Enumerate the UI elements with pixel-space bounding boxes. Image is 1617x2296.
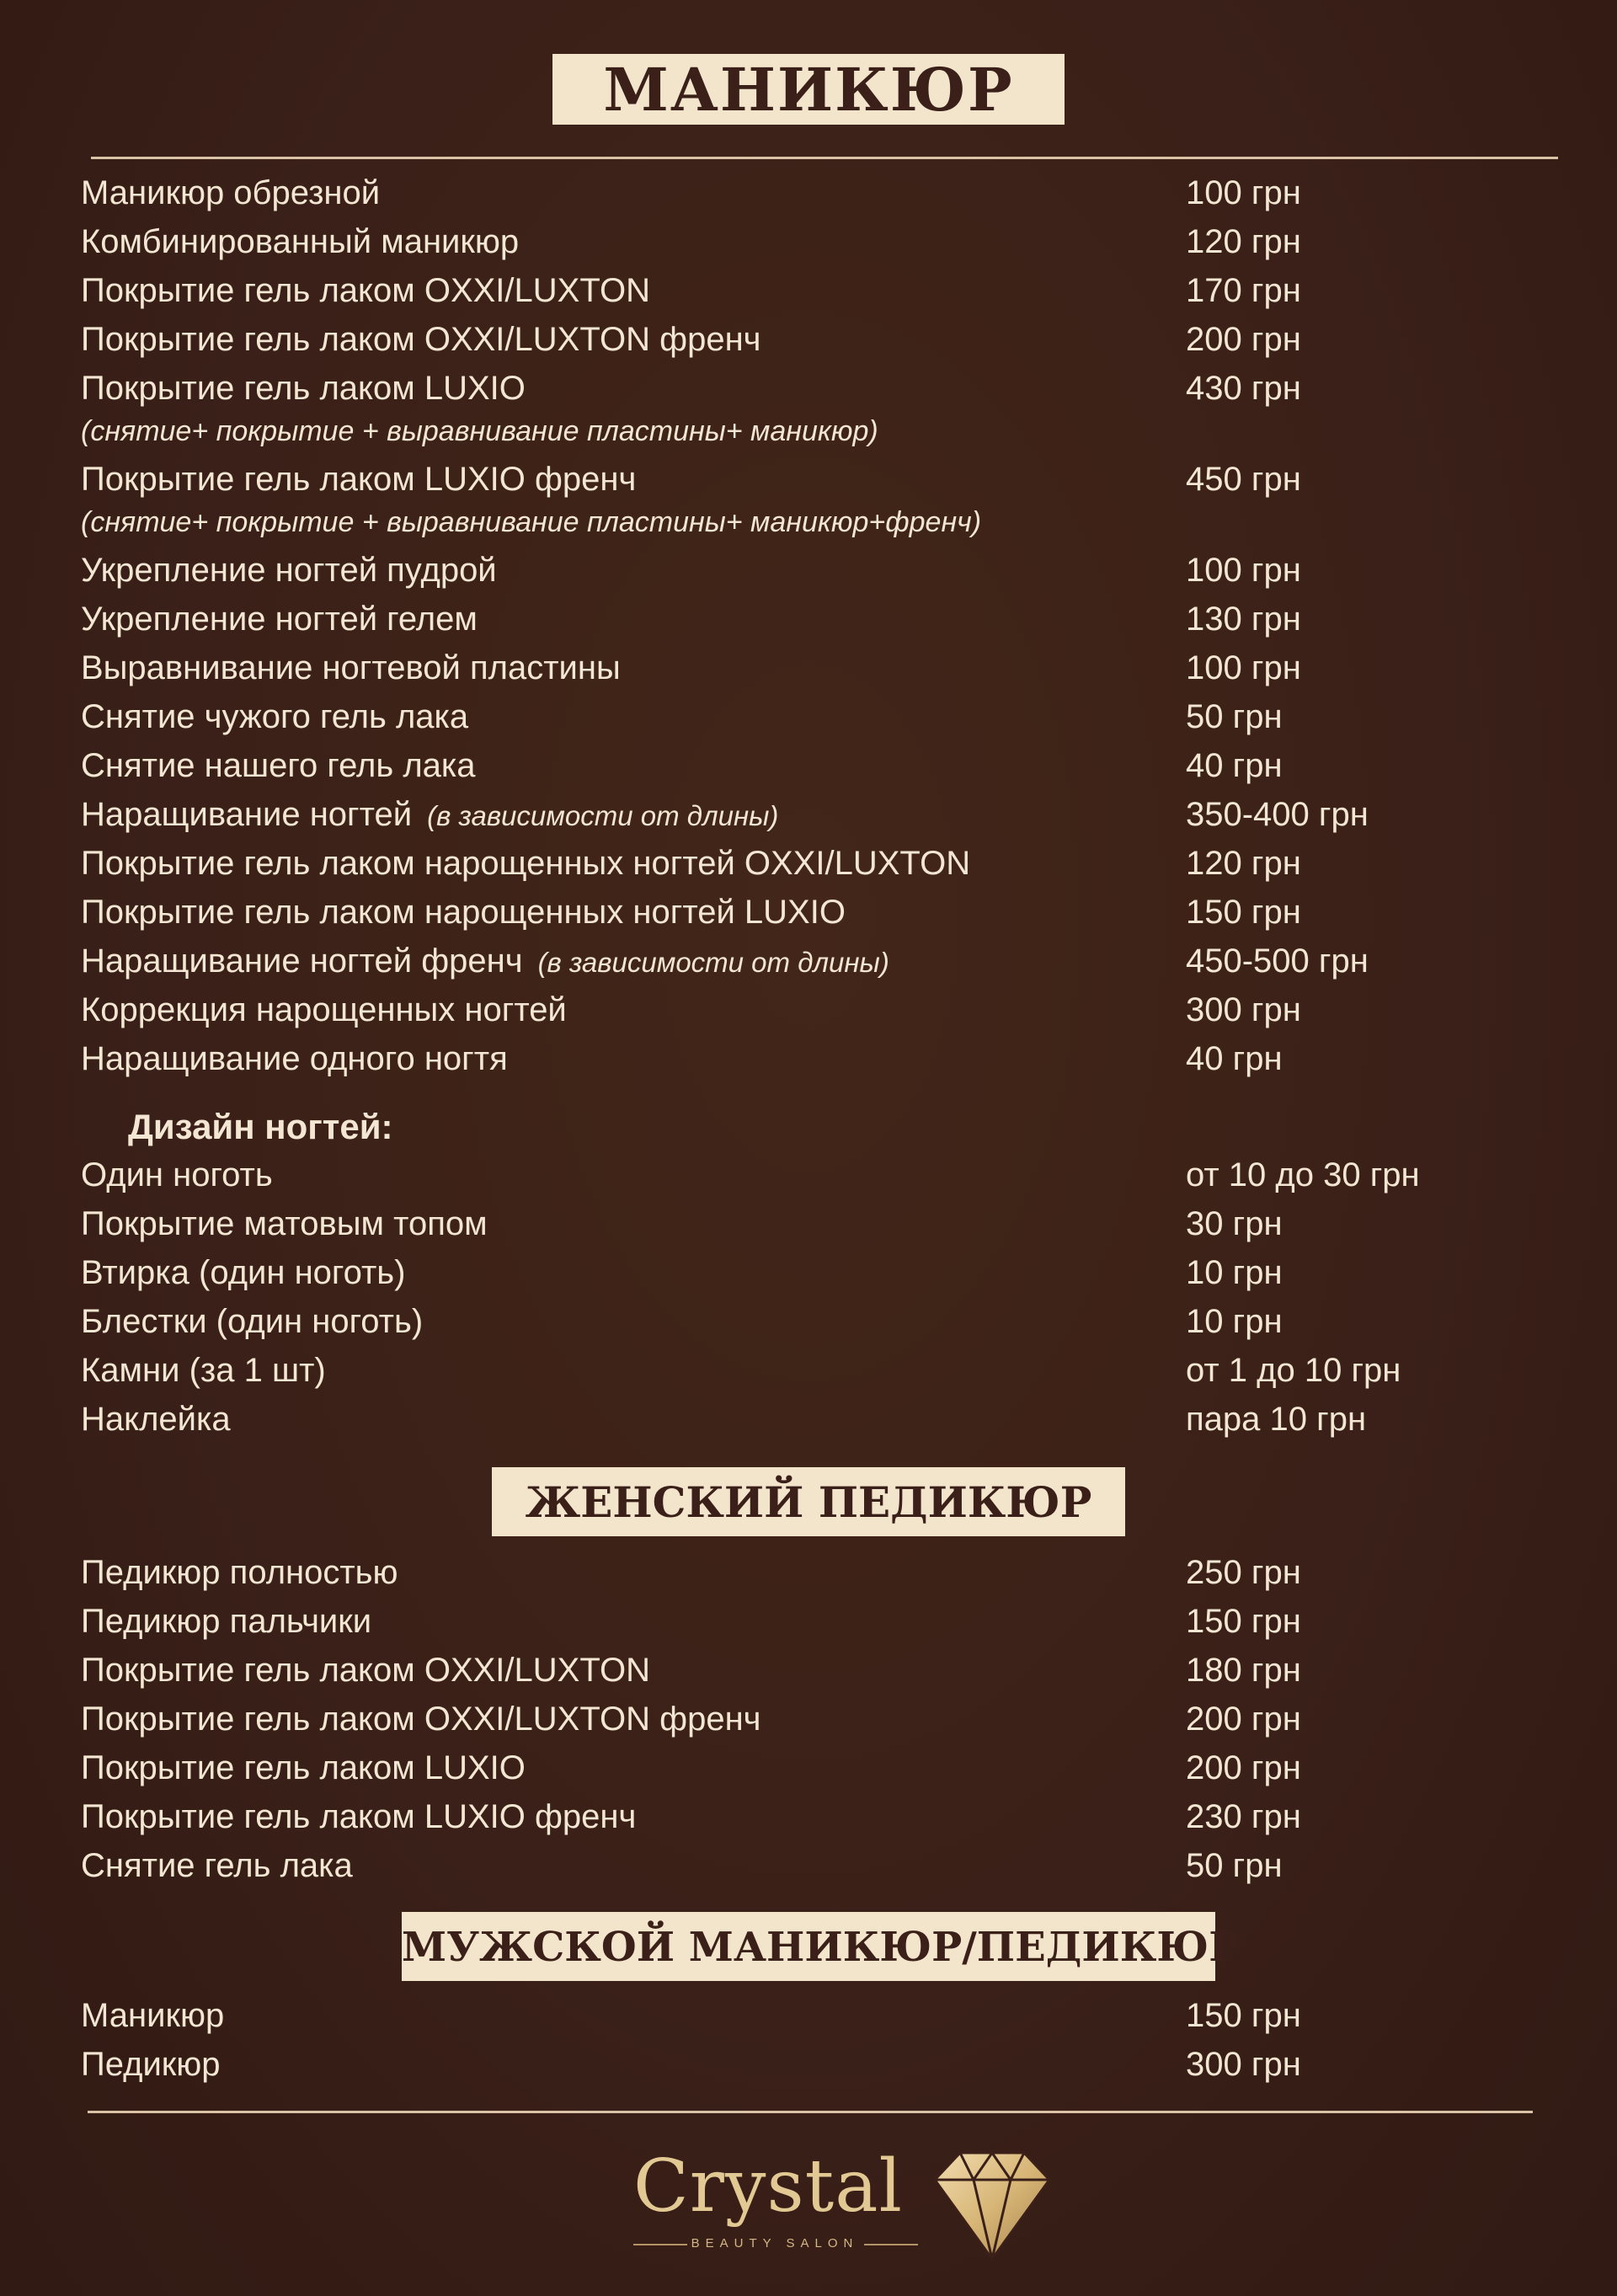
logo-wordmark: Crystal: [633, 2144, 903, 2229]
pedicure-price-list: [81, 1548, 1563, 1890]
price-row: [81, 1346, 1563, 1395]
service-price: 170 грн: [1186, 272, 1301, 309]
service-price: 10 грн: [1186, 1254, 1283, 1291]
service-name-text: Покрытие матовым топом: [81, 1205, 488, 1242]
service-price: 200 грн: [1186, 1701, 1301, 1738]
price-row: [81, 1792, 1563, 1841]
service-name-text: Покрытие гель лаком OXXI/LUXTON френч: [81, 321, 761, 358]
service-name: [81, 692, 468, 741]
service-name-text: Укрепление ногтей гелем: [81, 601, 478, 638]
service-price: 200 грн: [1186, 321, 1301, 358]
service-price: 130 грн: [1186, 601, 1301, 638]
service-price: 150 грн: [1186, 1603, 1301, 1640]
price-row: [81, 1841, 1563, 1890]
service-price: 450 грн: [1186, 461, 1301, 498]
price-row: [81, 1548, 1563, 1597]
service-price: 40 грн: [1186, 747, 1283, 784]
service-name: [81, 168, 380, 217]
service-name-text: Покрытие гель лаком LUXIO: [81, 370, 526, 407]
service-price: 120 грн: [1186, 845, 1301, 882]
price-row: [81, 315, 1563, 364]
price-row: [81, 1297, 1563, 1346]
service-name-text: Камни (за 1 шт): [81, 1352, 326, 1389]
service-name: [81, 1792, 636, 1841]
service-detail: (снятие+ покрытие + выравнивание пластины+ маникюр): [81, 415, 878, 447]
service-name: [81, 985, 567, 1034]
service-name-text: Комбинированный маникюр: [81, 223, 520, 260]
service-name: [81, 741, 476, 790]
service-name: [81, 315, 761, 364]
service-name: [81, 1548, 398, 1597]
diamond-icon: [930, 2146, 1054, 2264]
price-row: [81, 1199, 1563, 1248]
service-price: пара 10 грн: [1186, 1401, 1367, 1438]
service-price: 150 грн: [1186, 894, 1301, 931]
service-price: 100 грн: [1186, 552, 1301, 589]
service-name: [81, 1199, 488, 1248]
service-name: [81, 1151, 273, 1199]
service-name: [81, 2040, 221, 2089]
price-row: [81, 455, 1563, 504]
service-name-text: Покрытие гель лаком нарощенных ногтей LUXIO: [81, 894, 846, 931]
service-note: (в зависимости от длины): [537, 947, 889, 978]
service-name-text: Укрепление ногтей пудрой: [81, 552, 497, 589]
service-price: 120 грн: [1186, 223, 1301, 260]
service-name: [81, 888, 846, 937]
service-name-text: Покрытие гель лаком LUXIO: [81, 1749, 526, 1786]
price-row: [81, 888, 1563, 937]
price-row: [81, 1743, 1563, 1792]
service-price: 300 грн: [1186, 2046, 1301, 2083]
service-price: 230 грн: [1186, 1798, 1301, 1835]
design-heading: Дизайн ногтей:: [128, 1107, 393, 1146]
service-price: 180 грн: [1186, 1652, 1301, 1689]
price-row: [81, 1991, 1563, 2040]
service-price: 450-500 грн: [1186, 942, 1369, 980]
service-price: 10 грн: [1186, 1303, 1283, 1340]
service-detail: (снятие+ покрытие + выравнивание пластины+ маникюр+френч): [81, 506, 982, 538]
price-row: [81, 1646, 1563, 1695]
service-name: [81, 1695, 761, 1743]
service-name: [81, 1743, 526, 1792]
divider-top: [91, 157, 1558, 159]
price-row: [81, 217, 1563, 266]
section-title-manicure: МАНИКЮР: [552, 54, 1065, 125]
manicure-price-list: [81, 168, 1563, 1444]
service-name-text: Педикюр полностью: [81, 1554, 398, 1591]
service-name: [81, 1297, 423, 1346]
service-price: 50 грн: [1186, 1847, 1283, 1884]
price-row: [81, 692, 1563, 741]
service-name: [81, 790, 778, 841]
service-name: [81, 643, 621, 692]
service-name: [81, 1346, 326, 1395]
service-name-text: Покрытие гель лаком LUXIO френч: [81, 1798, 637, 1835]
service-name-text: Покрытие гель лаком LUXIO френч: [81, 461, 637, 498]
service-name: [81, 1395, 231, 1444]
price-row: [81, 1395, 1563, 1444]
service-name: [81, 1841, 353, 1890]
tagline-rule-left: [633, 2244, 687, 2245]
service-name-text: Педикюр пальчики: [81, 1603, 372, 1640]
service-price: от 10 до 30 грн: [1186, 1156, 1420, 1193]
service-name-text: Наклейка: [81, 1401, 231, 1438]
service-name-text: Блестки (один ноготь): [81, 1303, 424, 1340]
service-price: 100 грн: [1186, 174, 1301, 211]
service-price: 200 грн: [1186, 1749, 1301, 1786]
price-row: [81, 266, 1563, 315]
service-name-text: Педикюр: [81, 2046, 221, 2083]
section-title-men: МУЖСКОЙ МАНИКЮР/ПЕДИКЮР: [402, 1912, 1215, 1981]
service-name: [81, 1248, 405, 1297]
service-name-text: Покрытие гель лаком OXXI/LUXTON: [81, 1652, 651, 1689]
service-name-text: Наращивание ногтей френч: [81, 942, 523, 980]
price-row: [81, 1151, 1563, 1199]
service-name: [81, 455, 636, 504]
service-price: 50 грн: [1186, 698, 1283, 735]
price-row: [81, 1034, 1563, 1083]
service-name: [81, 546, 497, 595]
service-price: 100 грн: [1186, 649, 1301, 686]
price-row: [81, 643, 1563, 692]
service-name-text: Один ноготь: [81, 1156, 273, 1193]
service-price: 300 грн: [1186, 991, 1301, 1028]
service-name-text: Покрытие гель лаком OXXI/LUXTON френч: [81, 1701, 761, 1738]
price-row: [81, 839, 1563, 888]
price-row: [81, 595, 1563, 643]
service-name-text: Снятие чужого гель лака: [81, 698, 469, 735]
price-row: [81, 1695, 1563, 1743]
price-row: [81, 364, 1563, 413]
service-price: 250 грн: [1186, 1554, 1301, 1591]
price-row: [81, 1248, 1563, 1297]
section-title-pedicure: ЖЕНСКИЙ ПЕДИКЮР: [492, 1467, 1125, 1536]
service-price: 430 грн: [1186, 370, 1301, 407]
price-row: [81, 2040, 1563, 2089]
service-name-text: Втирка (один ноготь): [81, 1254, 406, 1291]
service-name: [81, 266, 650, 315]
service-name-text: Покрытие гель лаком OXXI/LUXTON: [81, 272, 651, 309]
service-price: 350-400 грн: [1186, 796, 1369, 833]
service-name-text: Выравнивание ногтевой пластины: [81, 649, 621, 686]
service-name: [81, 937, 889, 987]
service-name-text: Наращивание ногтей: [81, 796, 413, 833]
service-name-text: Снятие нашего гель лака: [81, 747, 476, 784]
price-row: [81, 790, 1563, 839]
service-name-text: Маникюр: [81, 1997, 225, 2034]
service-name: [81, 364, 526, 413]
service-name: [81, 1034, 508, 1083]
service-name: [81, 839, 970, 888]
service-note: (в зависимости от длины): [427, 800, 779, 831]
service-price: 40 грн: [1186, 1040, 1283, 1077]
service-name: [81, 595, 478, 643]
service-name-text: Маникюр обрезной: [81, 174, 381, 211]
price-row: [81, 985, 1563, 1034]
men-price-list: [81, 1991, 1563, 2089]
service-price: от 1 до 10 грн: [1186, 1352, 1401, 1389]
price-row: [81, 168, 1563, 217]
tagline-rule-right: [864, 2244, 918, 2245]
price-row: [81, 741, 1563, 790]
divider-bottom: [88, 2111, 1533, 2113]
price-row: [81, 937, 1563, 985]
logo-tagline: BEAUTY SALON: [691, 2236, 859, 2251]
service-price: 150 грн: [1186, 1997, 1301, 2034]
service-name-text: Коррекция нарощенных ногтей: [81, 991, 567, 1028]
price-row: [81, 546, 1563, 595]
service-name-text: Покрытие гель лаком нарощенных ногтей OXXI/LUXTON: [81, 845, 971, 882]
service-name: [81, 217, 519, 266]
service-name: [81, 1597, 371, 1646]
service-name-text: Снятие гель лака: [81, 1847, 353, 1884]
service-name-text: Наращивание одного ногтя: [81, 1040, 508, 1077]
service-price: 30 грн: [1186, 1205, 1283, 1242]
price-row: [81, 1597, 1563, 1646]
service-name: [81, 1646, 650, 1695]
service-name: [81, 1991, 224, 2040]
